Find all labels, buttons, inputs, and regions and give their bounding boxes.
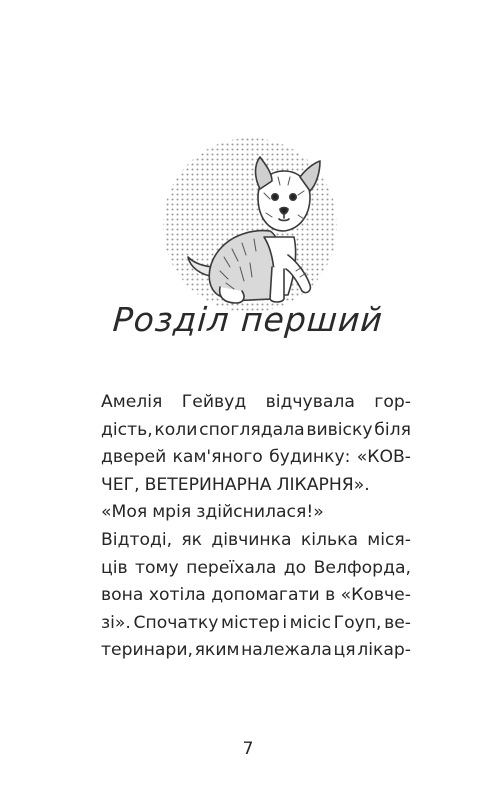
puppy-illustration — [160, 137, 340, 317]
text-line — [101, 389, 411, 417]
text-line — [101, 417, 411, 445]
word: споглядала — [199, 419, 305, 440]
word: Велфорда, — [313, 557, 411, 578]
word: вона — [101, 585, 144, 606]
word: ЛІКАРНЯ». — [276, 474, 370, 495]
word: Відтоді, — [101, 529, 173, 550]
word: допомагати — [211, 585, 320, 606]
word: коли — [154, 419, 198, 440]
word: лікар- — [357, 640, 411, 661]
word: кілька — [300, 529, 358, 550]
word: переїхала — [186, 557, 277, 578]
word: відчувала — [265, 392, 355, 412]
word: здійснилася!» — [196, 502, 324, 523]
word: до — [283, 557, 307, 578]
word: Гоуп, — [333, 612, 382, 633]
word: ВЕТЕРИНАРНА — [144, 474, 272, 495]
page-number: 7 — [242, 739, 254, 759]
word: Гейвуд — [181, 392, 247, 412]
text-line — [101, 610, 411, 638]
word: ЧЕГ, — [101, 474, 140, 495]
body-text — [101, 389, 411, 665]
word: вивіску — [306, 419, 373, 440]
word: біля — [374, 419, 411, 440]
word: тому — [135, 557, 179, 578]
text-line — [101, 582, 411, 610]
word: мрія — [152, 502, 192, 523]
word: хотіла — [148, 585, 206, 606]
word: теринари, — [101, 640, 193, 661]
word: належала — [241, 640, 332, 661]
text-line — [101, 527, 411, 555]
text-line — [101, 499, 411, 527]
word: містер — [221, 612, 280, 633]
word: «Ковче- — [340, 585, 411, 606]
word: міся- — [367, 529, 411, 550]
text-line — [101, 555, 411, 583]
text-line — [101, 637, 411, 665]
text-line — [101, 444, 411, 472]
word: ця — [333, 640, 356, 661]
chapter-title: Розділ перший — [111, 300, 385, 339]
word: ве- — [384, 612, 411, 633]
text-line — [101, 472, 411, 500]
word: Спочатку — [133, 612, 219, 633]
word: дість, — [101, 419, 153, 440]
word: в — [325, 585, 336, 606]
word: яким — [194, 640, 240, 661]
word: місіс — [289, 612, 332, 633]
word: «КОВ- — [356, 447, 411, 468]
word: гор- — [374, 392, 411, 412]
word: «Моя — [101, 502, 148, 523]
word: і — [282, 612, 288, 633]
word: ців — [101, 557, 128, 578]
word: дівчинка — [211, 529, 292, 550]
word: зі». — [101, 612, 131, 633]
word: як — [181, 529, 203, 550]
word: дверей — [101, 447, 167, 468]
word: Амелія — [101, 392, 163, 412]
word: кам'яного — [172, 447, 263, 468]
word: будинку: — [269, 447, 351, 468]
